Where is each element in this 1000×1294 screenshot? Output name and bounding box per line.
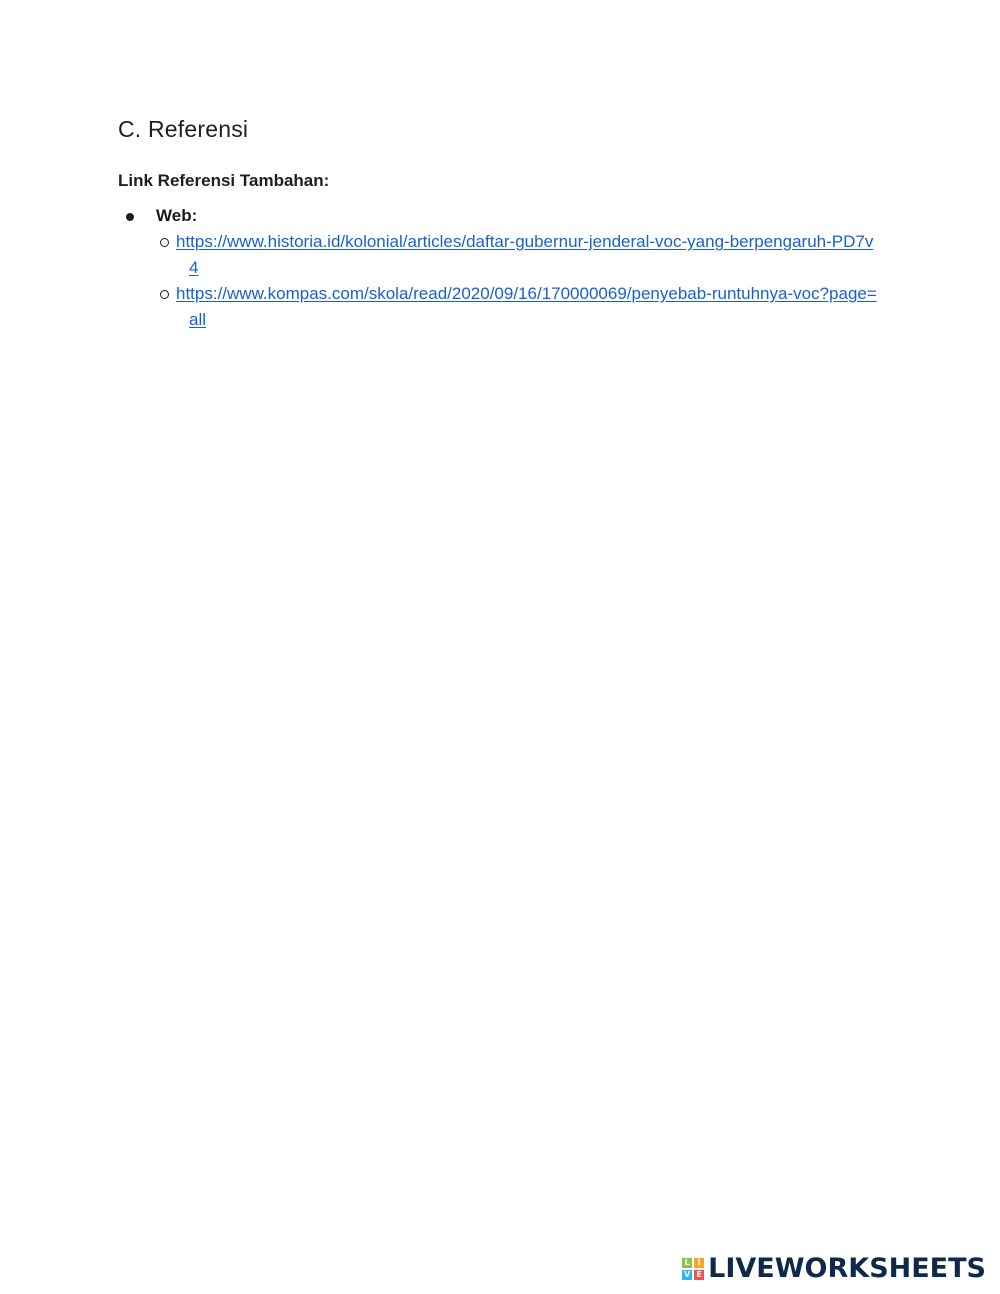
logo-letter: I xyxy=(694,1258,704,1268)
logo-letter: L xyxy=(682,1258,692,1268)
liveworksheets-logo xyxy=(682,1253,986,1284)
sub-list-item xyxy=(160,229,880,281)
reference-link-kompas[interactable]: https://www.kompas.com/skola/read/2020/09/16/170000069/penyebab-runtuhnya-voc?page=all xyxy=(176,284,877,329)
logo-wordmark: LIVEWORKSHEETS xyxy=(708,1253,986,1284)
section-heading: C. Referensi xyxy=(118,116,249,142)
list-item-web xyxy=(126,206,197,226)
reference-link-historia[interactable]: https://www.historia.id/kolonial/articles/daftar-gubernur-jenderal-voc-yang-berpengaruh-PD7v4 xyxy=(176,232,874,277)
hollow-bullet-icon xyxy=(160,238,169,247)
hollow-bullet-icon xyxy=(160,290,169,299)
sub-list-item xyxy=(160,281,880,333)
references-subheading: Link Referensi Tambahan: xyxy=(118,171,330,190)
bullet-icon xyxy=(126,213,134,221)
logo-letter: E xyxy=(694,1270,704,1280)
logo-mark-icon xyxy=(682,1258,704,1280)
list-item-label: Web: xyxy=(156,206,198,225)
logo-letter: V xyxy=(684,1270,691,1279)
